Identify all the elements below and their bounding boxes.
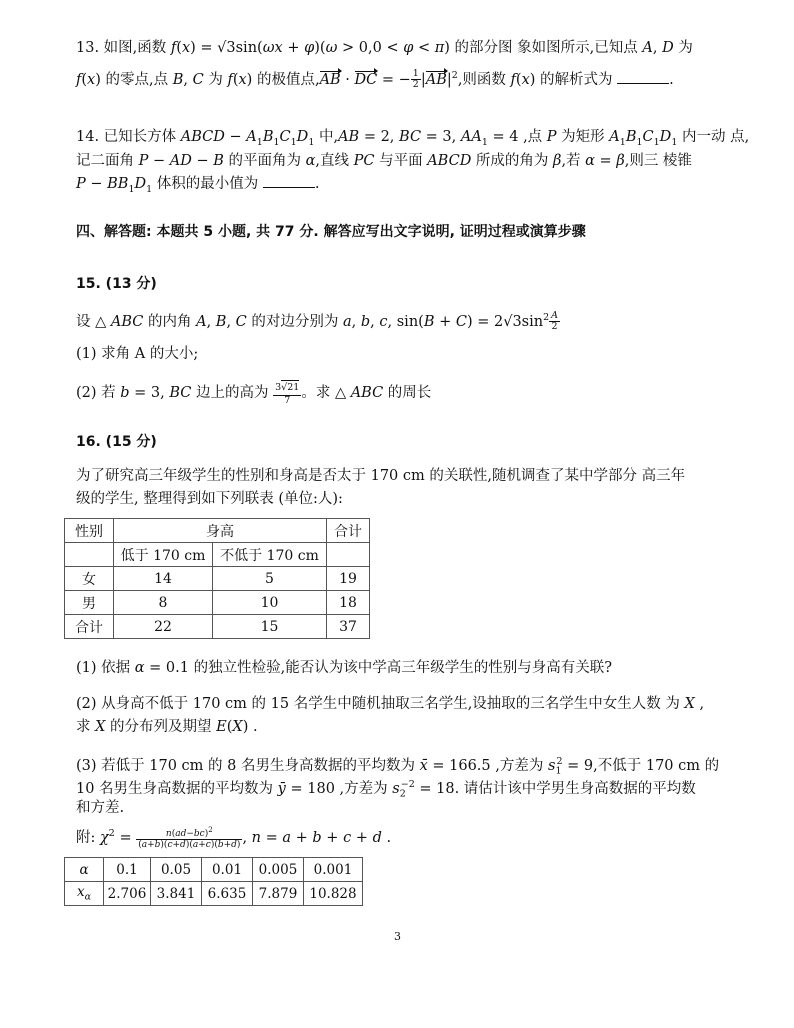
q16-intro1: 为了研究高三年级学生的性别和身高是否太于 170 cm 的关联性,随机调查了某中学部分 高三年 <box>76 468 686 484</box>
q13-line1: 13. 如图,函数 f(x) = √3sin(ωx + φ)(ω > 0,0 < φ < π) 的部分图 象如图所示,已知点 A, D 为 <box>76 40 693 56</box>
table-row: 女 14 5 19 <box>65 567 370 591</box>
q14-line3: $P - BB_1D_1$ 体积的最小值为 . <box>76 176 320 195</box>
table-subheader-lt: 低于 170 cm <box>114 543 213 567</box>
table-row: $x_\alpha$ 2.706 3.841 6.635 7.879 10.828 <box>65 882 363 906</box>
q14-answer-blank <box>263 175 315 188</box>
q16-heading: 16. (15 分) <box>76 434 157 450</box>
q15-part1: (1) 求角 A 的大小; <box>76 346 199 362</box>
critical-values-table <box>64 857 363 906</box>
q15-part2: (2) 若 b = 3, BC 边上的高为 $\frac{3√21}{7}$ 。求 △ ABC 的周长 <box>76 382 432 406</box>
q16-part3-line2: 10 名男生身高数据的平均数为 ȳ = 180 ,方差为 $s_2^{-2} = 18$. 请估计该中学男生身高数据的平均数 <box>76 779 696 800</box>
q13-answer-blank <box>617 71 669 84</box>
q16-intro2: 级的学生, 整理得到如下列联表 (单位:人): <box>76 491 343 507</box>
q16-appendix: 附: $\chi^2$ = $\frac{n(ad-bc)^2}{(a+b)(c+d)(a+c)(b+d)}$ , n = a + b + c + d . <box>76 826 392 851</box>
q13-line2: f(x) 的零点,点 B, C 为 f(x) 的极值点,AB · DC = − $\frac{1}{2}$ $|AB|^2$,则函数 f(x) 的解析式为 . <box>76 68 674 91</box>
table-subheader-ge: 不低于 170 cm <box>213 543 327 567</box>
table-row <box>65 519 370 543</box>
table-row: 合计 22 15 37 <box>65 615 370 639</box>
q15-heading: 15. (13 分) <box>76 276 157 292</box>
table-row: 男 8 10 18 <box>65 591 370 615</box>
q14-line1: 14. 已知长方体 ABCD − $A_1B_1C_1D_1$ 中,AB = 2, BC = 3, $AA_1 = 4$ ,点 P 为矩形 $A_1B_1C_1D_1$ 内一动 点, <box>76 129 750 148</box>
q16-part3-line3: 和方差. <box>76 800 125 816</box>
table-header-height: 身高 <box>114 519 327 543</box>
q15-intro: 设 △ ABC 的内角 A, B, C 的对边分别为 a, b, c, $\sin(B + C) = 2√3\sin^2$ $\frac{A}{2}$ <box>76 310 559 333</box>
q14-line2: 记二面角 P − AD − B 的平面角为 α,直线 PC 与平面 ABCD 所成的角为 β,若 α = β,则三 棱锥 <box>76 153 692 169</box>
table-header-total: 合计 <box>327 519 370 543</box>
section-4-title: 四、解答题: 本题共 5 小题, 共 77 分. 解答应写出文字说明, 证明过程或演算步骤 <box>76 224 586 240</box>
contingency-table <box>64 518 370 639</box>
q16-part2-line1: (2) 从身高不低于 170 cm 的 15 名学生中随机抽取三名学生,设抽取的三名学生中女生人数 为 X , <box>76 696 705 712</box>
q16-part1: (1) 依据 α = 0.1 的独立性检验,能否认为该中学高三年级学生的性别与身高有关联? <box>76 660 612 676</box>
table-row <box>65 543 370 567</box>
q16-part2-line2: 求 X 的分布列及期望 E(X) . <box>76 719 258 735</box>
table-row: α 0.1 0.05 0.01 0.005 0.001 <box>65 858 363 882</box>
q16-part3-line1: (3) 若低于 170 cm 的 8 名男生身高数据的平均数为 x̄ = 166.5 ,方差为 $s_1^2 = 9$,不低于 170 cm 的 <box>76 756 720 777</box>
page-number: 3 <box>394 930 401 943</box>
table-header-gender: 性别 <box>65 519 114 543</box>
